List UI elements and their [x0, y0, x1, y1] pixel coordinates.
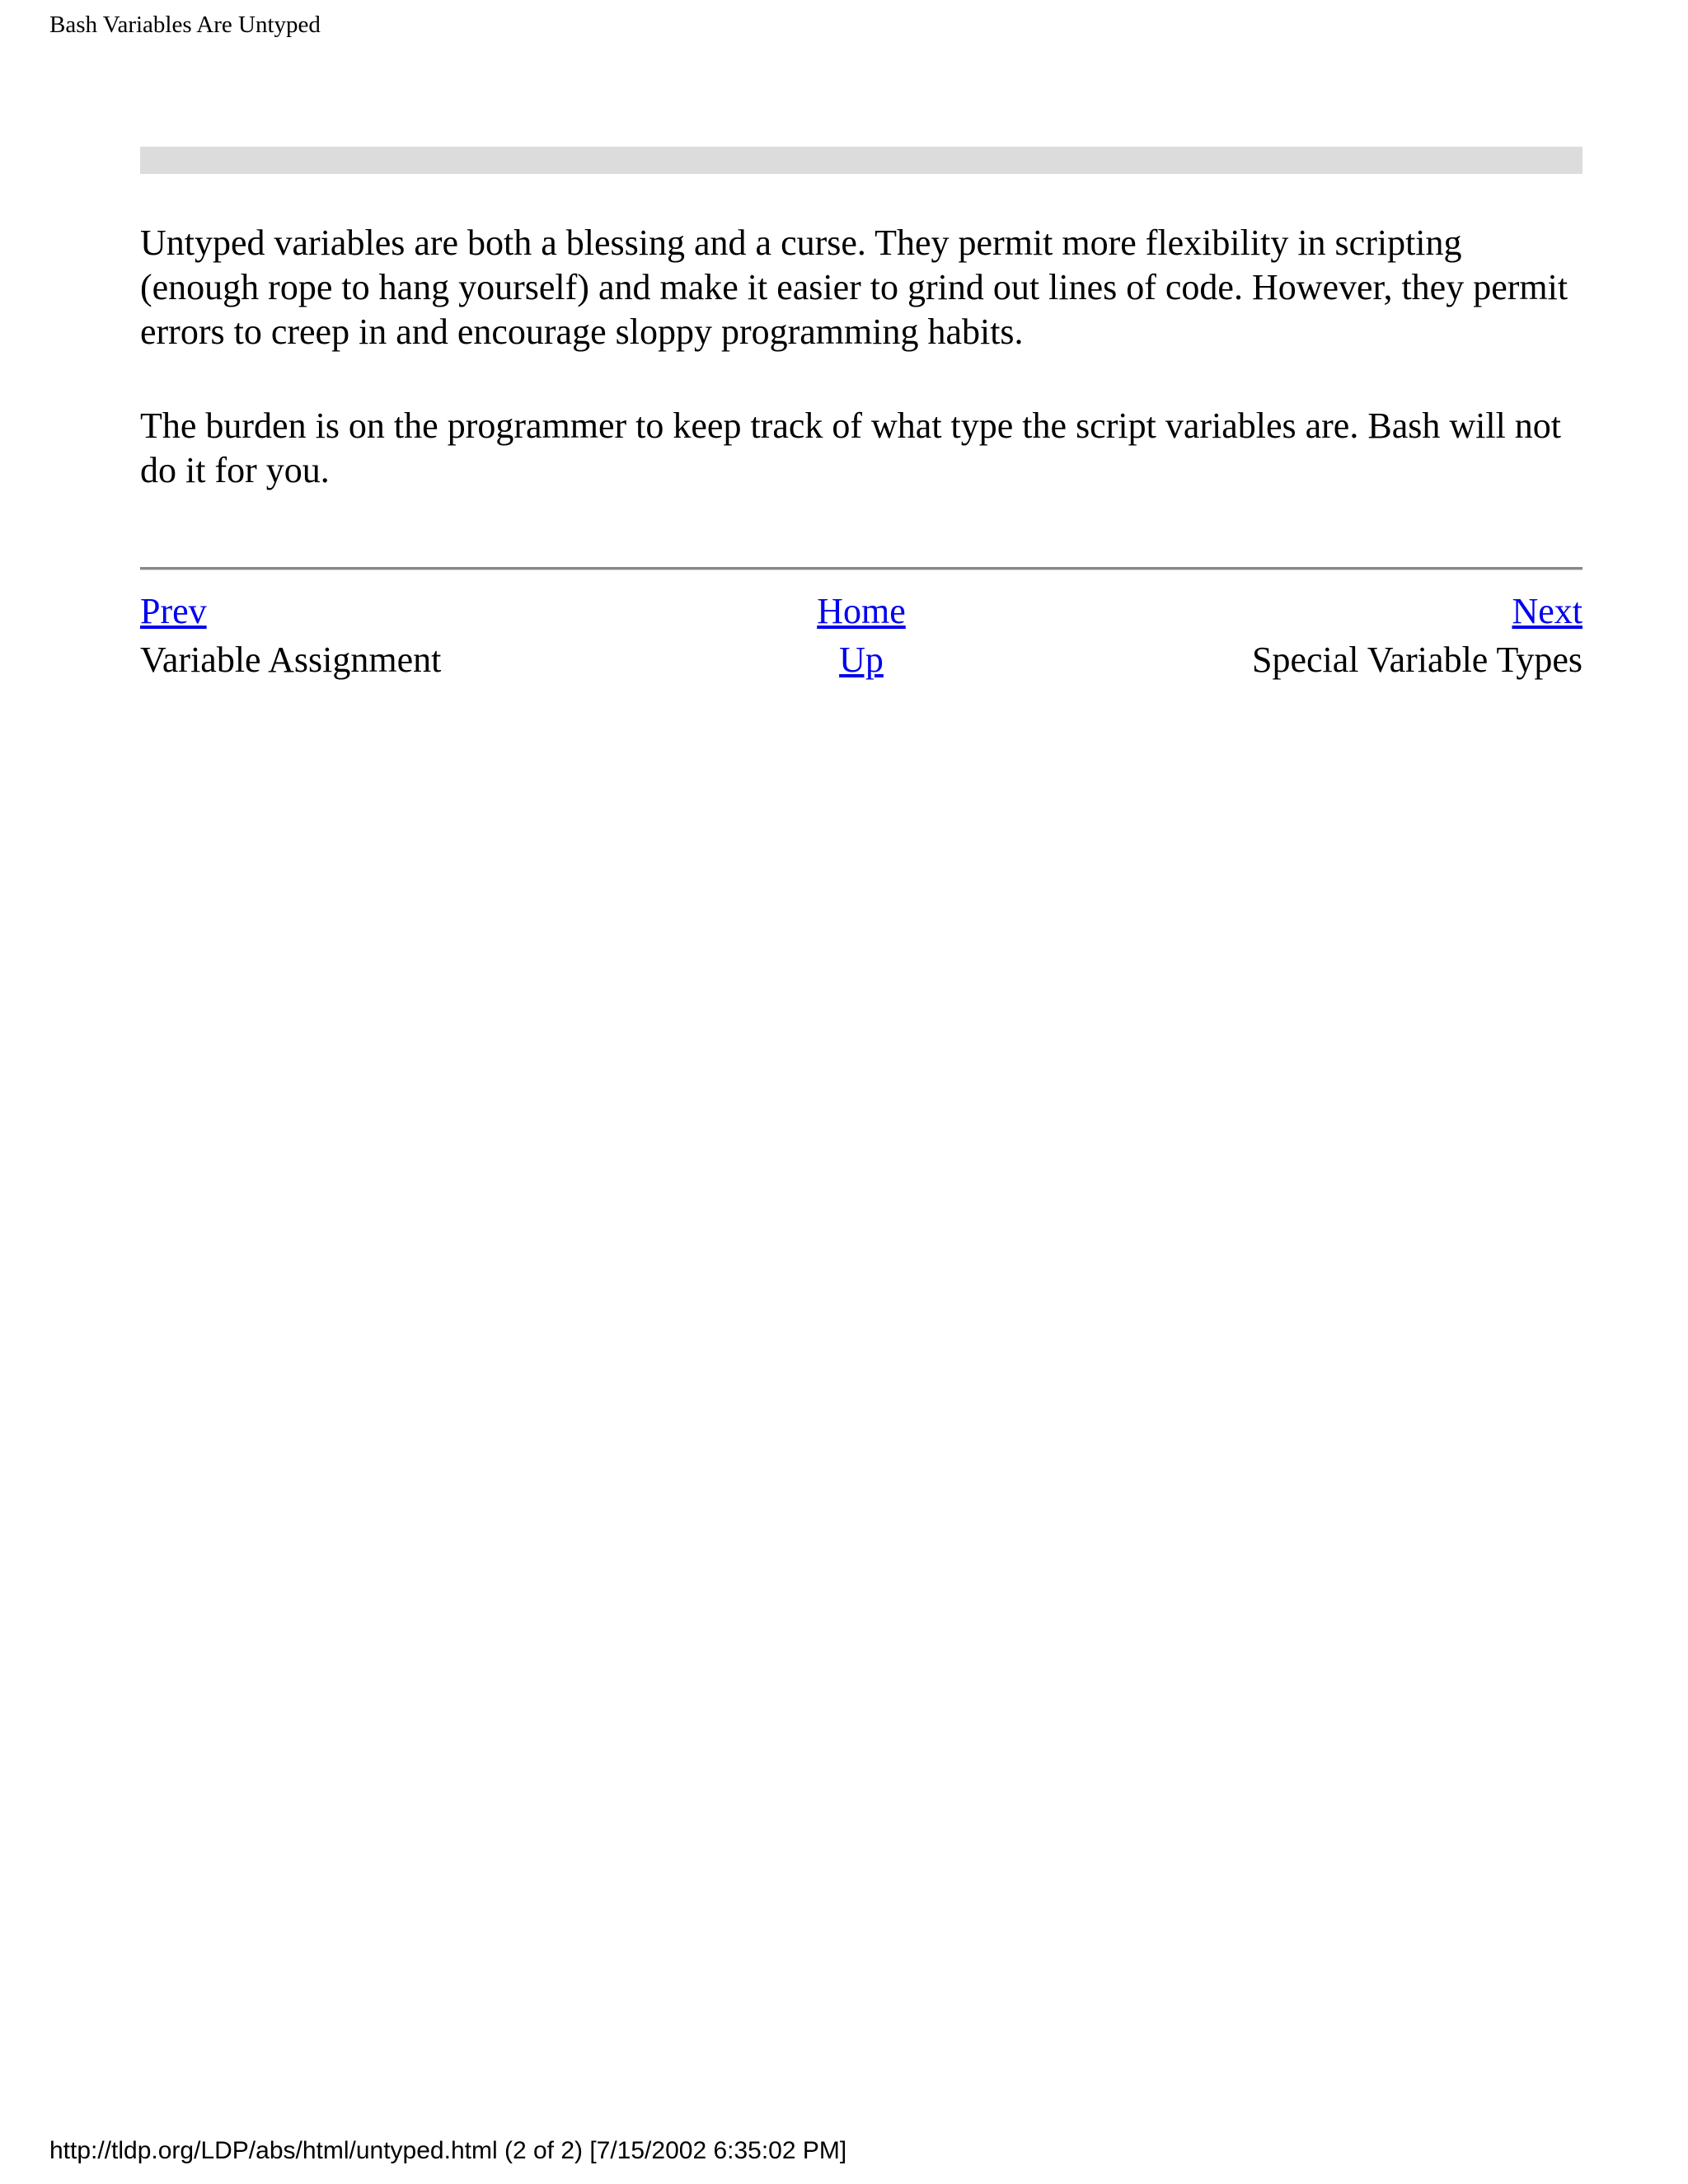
nav-next-cell [1102, 587, 1582, 635]
nav-up-cell [621, 635, 1101, 684]
nav-links-row [140, 587, 1582, 635]
nav-home-cell [621, 587, 1101, 635]
next-link[interactable]: Next [1512, 591, 1582, 631]
paragraph-programmer-burden: The burden is on the programmer to keep track of what type the script variables are. Bash will not do it for you. [140, 405, 1562, 490]
up-link[interactable]: Up [839, 640, 884, 680]
next-page-title: Special Variable Types [1252, 640, 1582, 680]
nav-titles-row [140, 635, 1582, 684]
print-header-title: Bash Variables Are Untyped [49, 12, 321, 38]
prev-page-title: Variable Assignment [140, 640, 442, 680]
navigation-header-bar [140, 147, 1582, 174]
prev-link[interactable]: Prev [140, 591, 207, 631]
navigation-footer [140, 587, 1582, 684]
nav-prev-cell [140, 587, 621, 635]
horizontal-rule [140, 567, 1582, 570]
main-content [140, 221, 1582, 493]
home-link[interactable]: Home [817, 591, 906, 631]
paragraph-untyped-variables: Untyped variables are both a blessing and a curse. They permit more flexibility in scripting (enough rope to hang yourself) and make it easier to grind out lines of code. However, they permit errors to creep in and encourage sloppy programming habits. [140, 223, 1568, 352]
print-footer-url: http://tldp.org/LDP/abs/html/untyped.html (2 of 2) [7/15/2002 6:35:02 PM] [49, 2137, 847, 2164]
